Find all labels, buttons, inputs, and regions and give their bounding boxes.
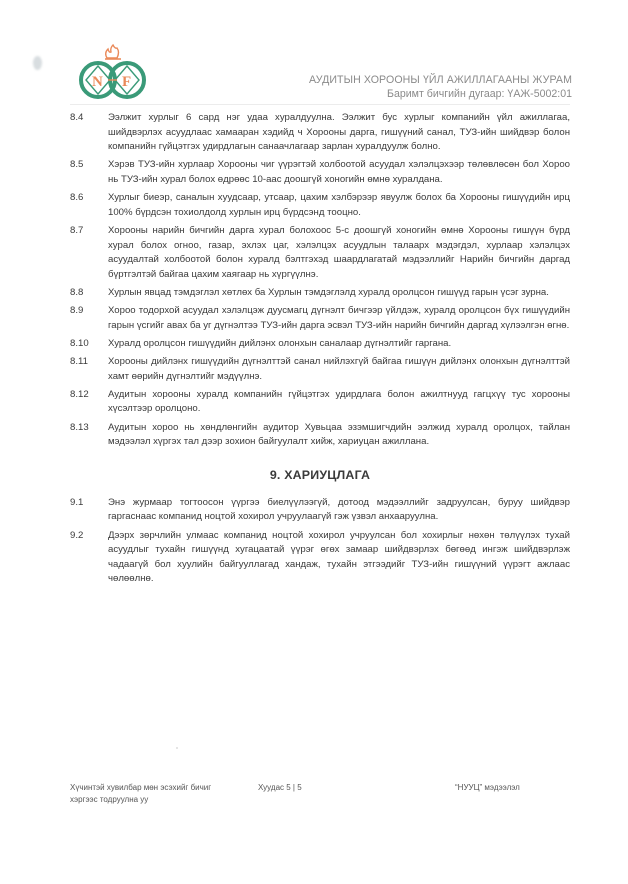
clause-number: 8.8 xyxy=(70,286,84,298)
clause-number: 8.5 xyxy=(70,159,84,171)
clause-number: 8.6 xyxy=(70,192,84,204)
clause-number: 8.9 xyxy=(70,305,84,317)
clause-number: 8.7 xyxy=(70,224,84,236)
document-title: АУДИТЫН ХОРООНЫ ҮЙЛ АЖИЛЛАГААНЫ ЖУРАМ xyxy=(309,74,572,86)
clause-number: 8.4 xyxy=(70,112,84,123)
clause-item xyxy=(70,421,570,450)
clause-text: Хорооны нарийн бичгийн дарга хурал болохоос 5-с доошгүй хоногийн өмнө Хорооны гишүүн бүрд хурал болох огноо, газар, эхлэх цаг, хэлэлцэх асуудлын талаарх мэдэгдэл, хурлаар хэлэлцэх асуудалтай холбоотой болон хуралд бэлтгэхэд шаардлагатай мэдээллийг Нарийн бичгийн даргад бүртгэлтэй байгаа цахим хаягаар нь хүргүүлнэ. xyxy=(108,224,570,280)
clause-text: Хурлыг биеэр, саналын хуудсаар, утсаар, цахим хэлбэрээр явуулж болох ба Хорооны гишүүдийн ирц 100% бүрдсэн тохиолдолд хурлын ирц бүрдсэнд тооцно. xyxy=(108,192,570,218)
clause-text: Аудитын хороо нь хөндлөнгийн аудитор Хувьцаа эзэмшигчдийн ээлжид хуралд оролцох, тайлан мэдээлэл хүргэх тал дээр зохион байгуулалт хийж, хариуцан ажиллана. xyxy=(108,421,570,448)
clause-number: 9.2 xyxy=(70,529,84,541)
clause-text: Хурлын явцад тэмдэглэл хөтлөх ба Хурлын тэмдэглэлд хуралд оролцсон гишүүд гарын үсэг зурна. xyxy=(108,286,549,298)
clause-item xyxy=(70,224,570,282)
section-8-items xyxy=(70,111,570,450)
section-9-items xyxy=(70,496,570,587)
clause-text: Хороо тодорхой асуудал хэлэлцэж дуусмагц дүгнэлт бичгээр үйлдэж, хуралд оролцсон бүх гишүүдийн гарын үсгийг авах ба уг дүгнэлтээ ТУЗ-ийн дарга эсвэл ТУЗ-ийн нарийн бичгийн даргад хүлээлгэн өгнө. xyxy=(108,305,570,331)
clause-number: 8.12 xyxy=(70,388,89,400)
clause-item xyxy=(70,388,570,417)
clause-text: Хэрэв ТУЗ-ийн хурлаар Хорооны чиг үүрэгтэй холбоотой асуудал хэлэлцэхээр төлөвлөсөн бол Хороо нь ТУЗ-ийн хурал болох өдрөөс 10-аас доошгүй хоногийн өмнө хуралдана. xyxy=(108,159,570,185)
clause-text: Хорооны дийлэнх гишүүдийн дүгнэлттэй санал нийлэхгүй байгаа гишүүн дийлэнх олонхын дүгнэлттэй хамт өөрийн дүгнэлтийг мэдүүлнэ. xyxy=(108,356,570,382)
clause-item xyxy=(70,355,570,384)
clause-item xyxy=(70,158,570,187)
clause-text: Хуралд оролцсон гишүүдийн дийлэнх олонхын саналаар дүгнэлтийг гаргана. xyxy=(108,337,452,349)
clause-text: Дээрх зөрчлийн улмаас компанид ноцтой хохирол учруулсан бол хохирлыг нөхөн төлүүлэх тухай асуудлыг тухайн гишүүнд хугацаатай үүрэг өгөх замаар шийдвэрлэх бөгөөд ингэж шийдвэрлэж чадаагүй бол хуулийн байгууллагад хандаж, тухайн этгээдийг ТУЗ-ийн гишүүний үүрэгт ажлаас чөлөөлнө. xyxy=(108,529,570,585)
logo-icon xyxy=(74,42,150,100)
clause-text: Энэ журмаар тогтоосон үүргээ биелүүлээгүй, дотоод мэдээллийг задруулсан, буруу шийдвэр гаргаснаас компанид ноцтой хохирол учруулаагүй гэж үзвэл анхааруулна. xyxy=(108,496,570,523)
clause-number: 8.10 xyxy=(70,337,89,349)
clause-text: Ээлжит хурлыг 6 сард нэг удаа хуралдуулна. Ээлжит бус хурлыг компанийн үйл ажиллагаа, шийдвэрлэх асуудлаас хамааран хэдийд ч Хорооны дарга, гишүүний санал, ТУЗ-ийн шийдвэр болон компанийн гүйцэтгэх удирдлагын санаачлагаар зарлан хуралдуулж болно. xyxy=(108,112,570,153)
clause-number: 8.13 xyxy=(70,421,89,433)
clause-number: 9.1 xyxy=(70,496,84,508)
scan-smudge xyxy=(33,56,42,70)
scan-dot xyxy=(176,747,178,749)
clause-number: 8.11 xyxy=(70,356,88,368)
clause-item xyxy=(70,286,570,301)
clause-item xyxy=(70,337,570,352)
footer-page-number: Хуудас 5 | 5 xyxy=(258,783,302,792)
section-9-heading: 9. ХАРИУЦЛАГА xyxy=(269,467,371,482)
clause-item xyxy=(70,191,570,220)
footer-confidential-label: “НУУЦ” мэдээлэл xyxy=(455,783,520,792)
footer-version-note: Хүчинтэй хувилбар мөн эсэхийг бичиг хэргээс тодруулна уу xyxy=(70,783,212,804)
clause-item xyxy=(70,304,570,333)
header-divider xyxy=(70,104,570,105)
svg-text:F: F xyxy=(122,74,132,90)
svg-text:N: N xyxy=(92,74,103,90)
document-body xyxy=(70,111,570,591)
clause-item xyxy=(70,111,570,155)
document-number: Баримт бичгийн дугаар: ҮАЖ-5002:01 xyxy=(387,88,572,100)
clause-item xyxy=(70,529,570,587)
clause-text: Аудитын хорооны хуралд компанийн гүйцэтгэх удирдлага болон ажилтнууд гагцхүү тус хорооны хүсэлтээр оролцоно. xyxy=(108,388,570,415)
clause-item xyxy=(70,496,570,525)
document-header xyxy=(309,73,572,101)
company-logo xyxy=(74,42,150,100)
